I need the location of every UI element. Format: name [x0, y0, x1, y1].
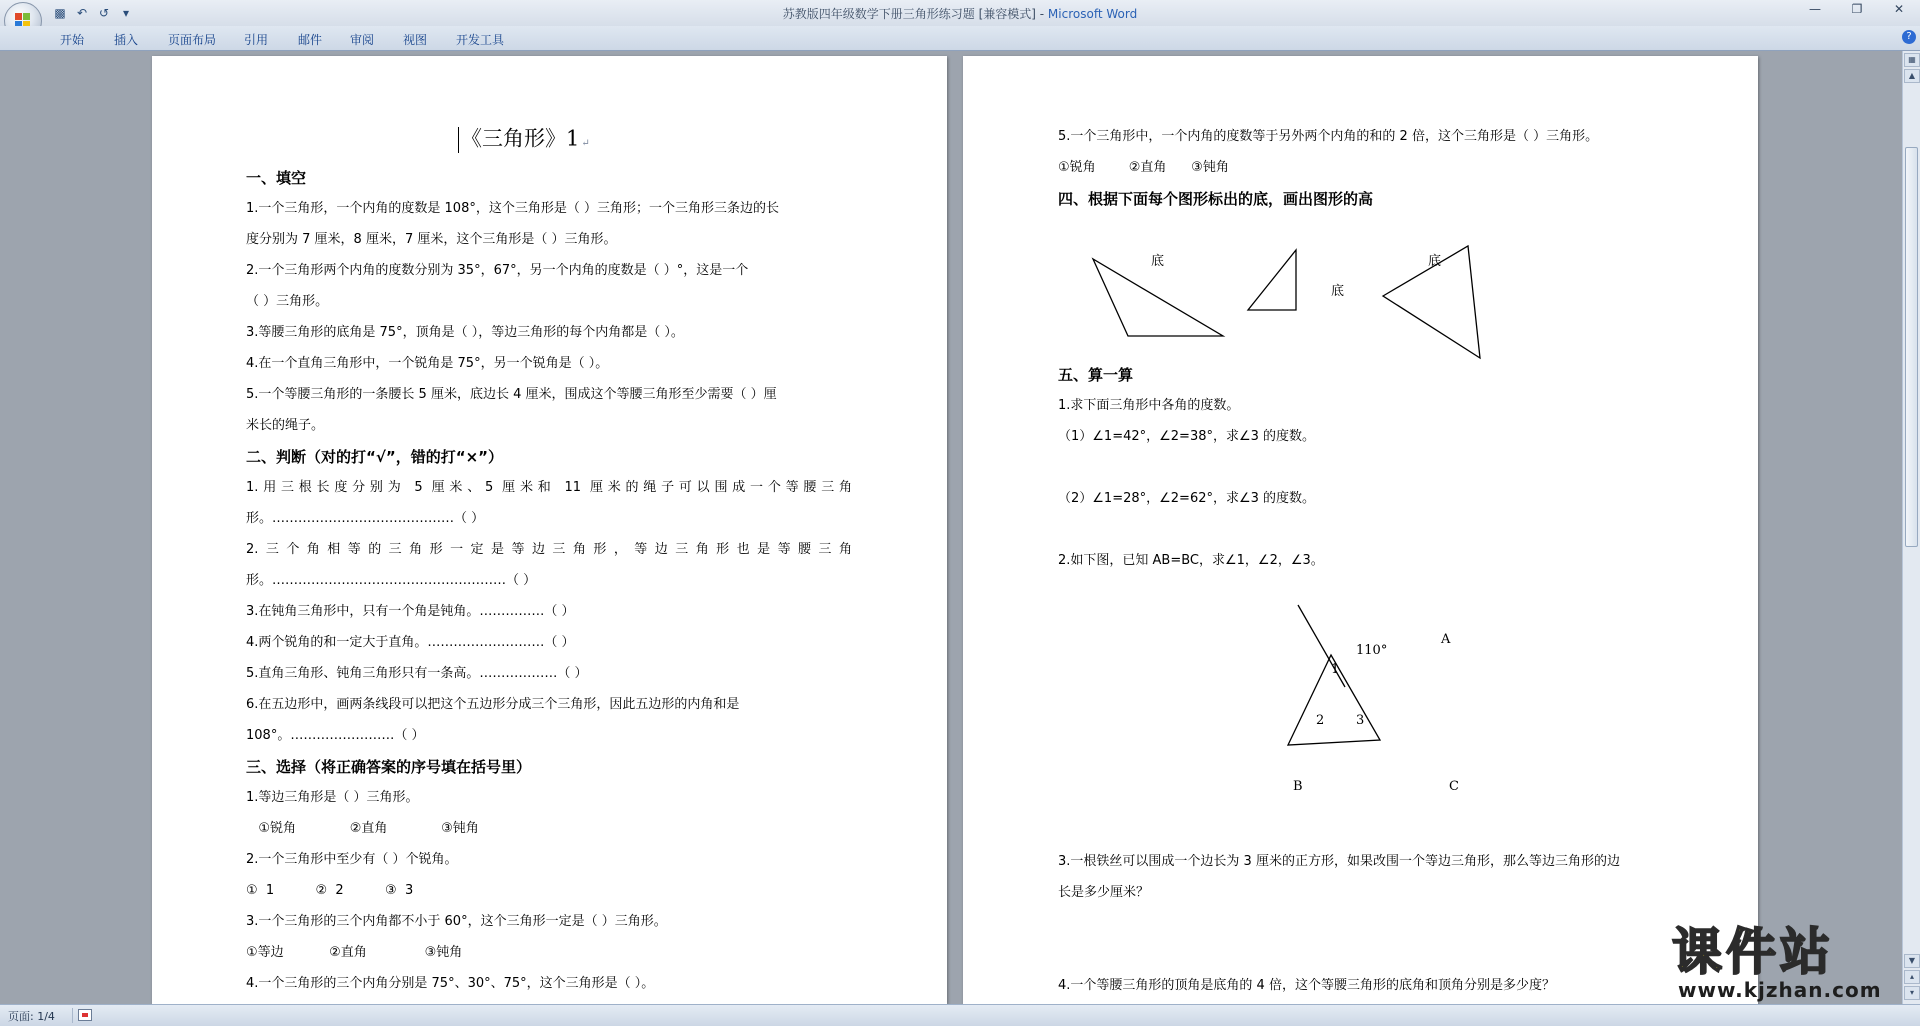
calc-4-line: 4.一个等腰三角形的顶角是底角的 4 倍，这个等腰三角形的底角和顶角分别是多少度？ [1058, 978, 1555, 993]
base-label-3: 底 [1428, 254, 1442, 269]
calc-3-line-a: 3.一根铁丝可以围成一个边长为 3 厘米的正方形，如果改围一个等边三角形，那么等边三角形的边 [1058, 854, 1620, 869]
tab-developer[interactable]: 开发工具 [456, 33, 505, 47]
section-3-heading: 三、选择（将正确答案的序号填在括号里） [246, 758, 532, 776]
section-1-heading: 一、填空 [246, 169, 307, 187]
choice-3-options: ①等边 ②直角 ③钝角 [246, 945, 463, 960]
angle-label-2: 2 [1316, 713, 1325, 728]
status-separator [72, 1008, 73, 1023]
minimize-icon[interactable]: — [1809, 2, 1821, 16]
triangle-2 [1248, 250, 1296, 310]
window-title: 苏教版四年级数学下册三角形练习题 [兼容模式] - Microsoft Word [782, 7, 1138, 21]
judge-4-line: 4.两个锐角的和一定大于直角。………………………（ ） [246, 635, 575, 650]
tab-mailings[interactable]: 邮件 [298, 33, 323, 47]
choice-3-line: 3.一个三角形的三个内角都不小于 60°，这个三角形一定是（ ）三角形。 [246, 914, 667, 929]
vertex-label-c: C [1449, 779, 1459, 794]
window-controls [1794, 0, 1920, 20]
q1-line-b: 度分别为 7 厘米，8 厘米，7 厘米，这个三角形是（ ）三角形。 [246, 232, 617, 247]
vertex-label-a: A [1441, 632, 1451, 647]
calc-1b-line: （2）∠1=28°，∠2=62°，求∠3 的度数。 [1058, 491, 1316, 506]
calc-2-line: 2.如下图，已知 AB=BC，求∠1，∠2，∠3。 [1058, 553, 1324, 568]
q2-line-a: 2.一个三角形两个内角的度数分别为 35°，67°，另一个内角的度数是（ ）°，这是一个 [246, 263, 749, 278]
q5-line: 5.一个三角形中，一个内角的度数等于另外两个内角的和的 2 倍，这个三角形是（ ）三角形。 [1058, 129, 1599, 144]
judge-1-line-a: 1.用三根长度分别为 5 厘米、5 厘米和 11 厘米的绳子可以围成一个等腰三角 [246, 480, 852, 495]
tab-view[interactable]: 视图 [403, 33, 428, 47]
section-2-heading: 二、判断（对的打“√”，错的打“×”） [246, 448, 504, 466]
judge-2-line-a: 2.三个角相等的三角形一定是等边三角形，等边三角形也是等腰三角 [246, 542, 852, 557]
save-icon[interactable]: ▩ [54, 6, 66, 20]
q4-line: 4.在一个直角三角形中，一个锐角是 75°，另一个锐角是（ ）。 [246, 356, 609, 371]
site-watermark [1672, 924, 1920, 1004]
document-page-1[interactable] [152, 56, 947, 1004]
document-title: 《三角形》1 ↵ [458, 127, 590, 154]
calc-3-line-b: 长是多少厘米？ [1058, 885, 1150, 900]
q3-line: 3.等腰三角形的底角是 75°，顶角是（ ），等边三角形的每个内角都是（ ）。 [246, 325, 684, 340]
judge-6-line-b: 108°。……………………（ ） [246, 728, 425, 743]
judge-5-line: 5.直角三角形、钝角三角形只有一条高。………………（ ） [246, 666, 588, 681]
calc-1-line: 1.求下面三角形中各角的度数。 [1058, 398, 1240, 413]
watermark-logo-text: 课件站 [1672, 923, 1834, 981]
choice-2-options: ① 1 ② 2 ③ 3 [246, 883, 414, 898]
tab-review[interactable]: 审阅 [350, 33, 375, 47]
watermark-url: www.kjzhan.com [1678, 978, 1882, 1002]
q5-line-b: 米长的绳子。 [246, 418, 325, 433]
title-bar [0, 0, 1920, 26]
calc-1a-line: （1）∠1=42°，∠2=38°，求∠3 的度数。 [1058, 429, 1316, 444]
q1-line-a: 1.一个三角形，一个内角的度数是 108°，这个三角形是（ ）三角形；一个三角形三条边的长 [246, 201, 779, 216]
restore-icon[interactable]: ❐ [1851, 2, 1863, 16]
tab-page-layout[interactable]: 页面布局 [168, 33, 217, 47]
next-page-icon[interactable]: ▾ [1904, 986, 1920, 1000]
section-4-heading: 四、根据下面每个图形标出的底，画出图形的高 [1058, 190, 1374, 208]
angle-label-3: 3 [1356, 713, 1365, 728]
judge-3-line: 3.在钝角三角形中，只有一个角是钝角。……………（ ） [246, 604, 575, 619]
tab-home[interactable]: 开始 [60, 33, 85, 47]
tab-references[interactable]: 引用 [244, 33, 269, 47]
choice-1-line: 1.等边三角形是（ ）三角形。 [246, 790, 419, 805]
judge-1-line-b: 形。……………………………………（ ） [246, 511, 485, 526]
section-5-heading: 五、算一算 [1058, 366, 1134, 384]
choice-4-line: 4.一个三角形的三个内角分别是 75°、30°、75°，这个三角形是（ ）。 [246, 976, 655, 991]
page-indicator[interactable]: 页面: 1/4 [8, 1010, 55, 1023]
ruler-toggle-icon[interactable]: ▦ [1904, 53, 1920, 67]
previous-page-icon[interactable]: ▴ [1904, 970, 1920, 984]
scroll-down-icon[interactable]: ▼ [1904, 954, 1920, 968]
close-icon[interactable]: ✕ [1893, 2, 1905, 16]
text-cursor [458, 127, 459, 153]
tab-insert[interactable]: 插入 [114, 33, 139, 47]
judge-2-line-b: 形。………………………………………………（ ） [246, 573, 537, 588]
help-icon[interactable]: ? [1902, 30, 1916, 44]
choice-1-options: ①锐角 ②直角 ③钝角 [246, 821, 479, 836]
choice-2-line: 2.一个三角形中至少有（ ）个锐角。 [246, 852, 458, 867]
status-bar [0, 1004, 1920, 1026]
scroll-up-icon[interactable]: ▲ [1904, 69, 1920, 83]
ribbon-tabs [0, 26, 1920, 51]
undo-icon[interactable]: ↶ [76, 6, 88, 20]
scrollbar-thumb[interactable] [1905, 147, 1918, 547]
angle-label-1: 1 [1331, 662, 1340, 677]
angle-label-110: 110° [1356, 643, 1388, 658]
document-page-2[interactable] [963, 56, 1758, 1004]
q2-line-b: （ ）三角形。 [246, 294, 329, 309]
base-label-1: 底 [1151, 254, 1165, 269]
document-workspace [0, 51, 1902, 1004]
customize-icon[interactable]: ▾ [122, 6, 130, 20]
base-label-2: 底 [1331, 284, 1345, 299]
vertical-scrollbar[interactable] [1902, 51, 1920, 1004]
q5-options: ①锐角 ②直角 ③钝角 [1058, 160, 1229, 175]
q5-line-a: 5.一个等腰三角形的一条腰长 5 厘米，底边长 4 厘米，围成这个等腰三角形至少需要（ ）厘 [246, 387, 777, 402]
judge-6-line-a: 6.在五边形中，画两条线段可以把这个五边形分成三个三角形，因此五边形的内角和是 [246, 697, 740, 712]
redo-icon[interactable]: ↺ [98, 6, 110, 20]
vertex-label-b: B [1293, 779, 1303, 794]
proofing-icon[interactable] [78, 1009, 92, 1021]
